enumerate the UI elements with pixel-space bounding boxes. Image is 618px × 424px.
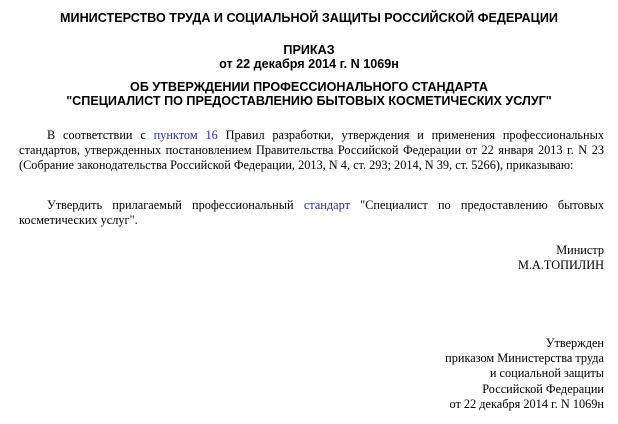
- resolution-text-end: "Специалист по предоставлению бытовых косметических услуг".: [19, 198, 605, 228]
- approval-line-4: Российской Федерации: [482, 381, 604, 396]
- order-heading: [0, 43, 618, 71]
- order-type: ПРИКАЗ: [283, 43, 335, 57]
- signatory-name: М.А.ТОПИЛИН: [517, 258, 604, 273]
- standard-link[interactable]: стандарт: [303, 198, 350, 212]
- subject-line-1: ОБ УТВЕРЖДЕНИИ ПРОФЕССИОНАЛЬНОГО СТАНДАРТА: [130, 80, 488, 94]
- signature-block: [518, 243, 604, 273]
- order-date: от 22 декабря 2014 г. N 1069н: [219, 57, 399, 71]
- signatory-title: Министр: [556, 243, 604, 257]
- approval-line-3: и социальной защиты: [489, 366, 604, 381]
- approval-line-1: Утвержден: [545, 336, 604, 350]
- resolution-text-start: Утвердить прилагаемый профессиональный: [47, 198, 304, 212]
- preamble-text-start: В соответствии с: [47, 128, 154, 142]
- preamble-text-end: Правил разработки, утверждения и применения профессиональных стандартов, утвержденных постановлением Правительства Российской Федерации от 22 января 2013 г. N 23 (Собрание законодательства Российской Федерации, 2013, N 4, ст. 293; 2014, N 39, ст. 5266), приказываю:: [19, 128, 604, 173]
- approval-stamp-block: [445, 336, 604, 412]
- preamble-paragraph: [19, 128, 604, 174]
- ministry-heading: МИНИСТЕРСТВО ТРУДА И СОЦИАЛЬНОЙ ЗАЩИТЫ РОССИЙСКОЙ ФЕДЕРАЦИИ: [60, 11, 558, 25]
- approval-line-2: приказом Министерства труда: [445, 351, 604, 366]
- subject-line-2: "СПЕЦИАЛИСТ ПО ПРЕДОСТАВЛЕНИЮ БЫТОВЫХ КОСМЕТИЧЕСКИХ УСЛУГ": [66, 94, 552, 108]
- approval-line-5: от 22 декабря 2014 г. N 1069н: [449, 396, 604, 411]
- rules-clause-link[interactable]: пунктом 16: [153, 128, 218, 142]
- resolution-paragraph: [19, 198, 604, 228]
- order-subject: [0, 80, 618, 108]
